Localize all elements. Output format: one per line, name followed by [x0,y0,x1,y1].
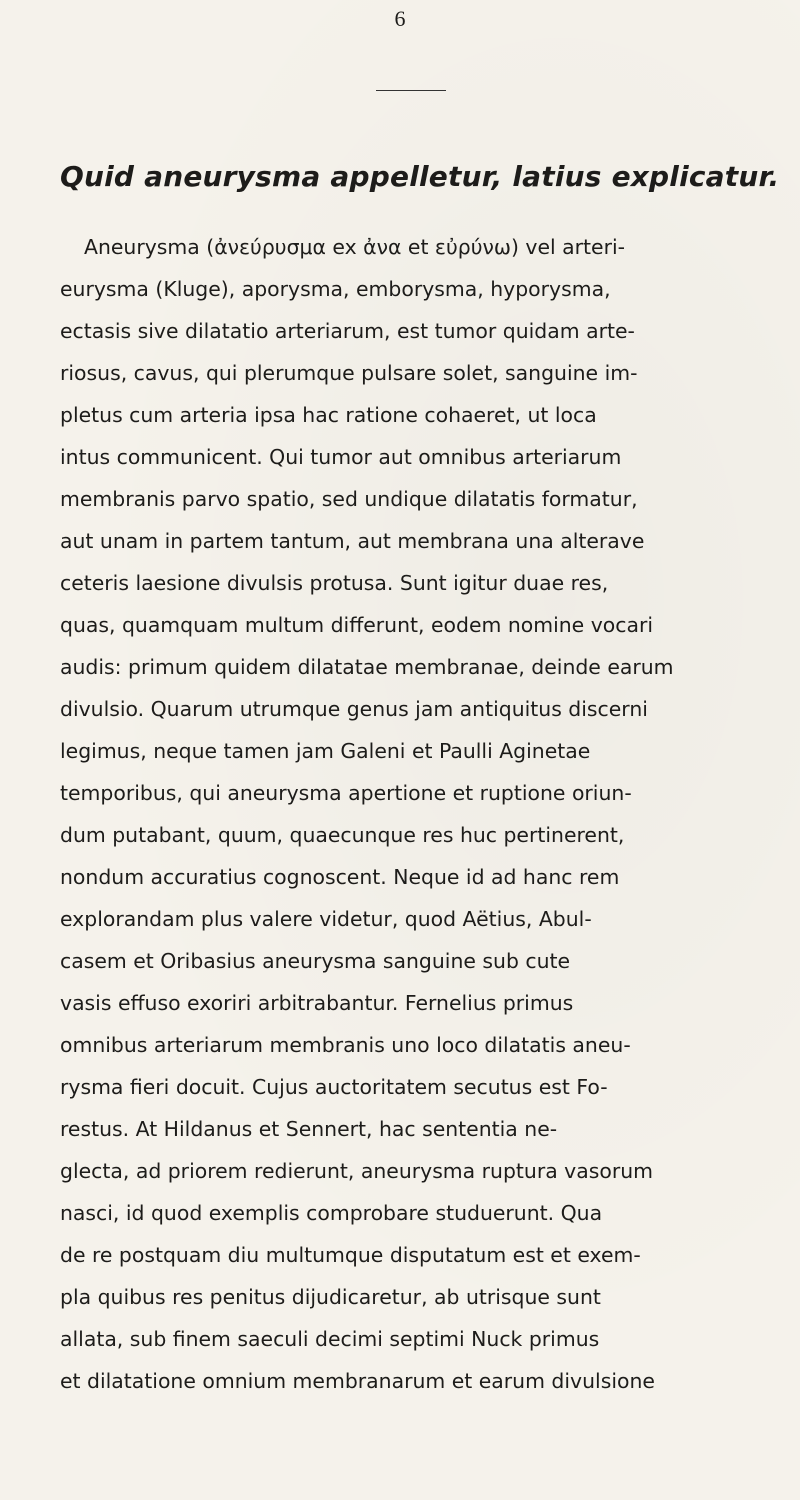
text-line: temporibus, qui aneurysma apertione et ruptione oriun- [60,781,632,805]
text-line: Aneurysma (ἀνεύρυσμα ex ἀνα et εὐρύνω) vel arteri- [84,235,625,259]
text-line: pletus cum arteria ipsa hac ratione cohaeret, ut loca [60,403,597,427]
text-line: allata, sub finem saeculi decimi septimi Nuck primus [60,1327,600,1351]
text-line: divulsio. Quarum utrumque genus jam antiquitus discerni [60,697,648,721]
text-line: dum putabant, quum, quaecunque res huc pertinerent, [60,823,625,847]
text-line: de re postquam diu multumque disputatum est et exem- [60,1243,641,1267]
text-line: omnibus arteriarum membranis uno loco dilatatis aneu- [60,1033,631,1057]
text-line: nondum accuratius cognoscent. Neque id ad hanc rem [60,865,620,889]
text-line: membranis parvo spatio, sed undique dilatatis formatur, [60,487,638,511]
text-line: intus communicent. Qui tumor aut omnibus arteriarum [60,445,622,469]
text-line: vasis effuso exoriri arbitrabantur. Fernelius primus [60,991,574,1015]
text-line: legimus, neque tamen jam Galeni et Paulli Aginetae [60,739,591,763]
text-line: aut unam in partem tantum, aut membrana una alterave [60,529,645,553]
text-line: ectasis sive dilatatio arteriarum, est tumor quidam arte- [60,319,635,343]
text-line: rysma fieri docuit. Cujus auctoritatem secutus est Fo- [60,1075,608,1099]
text-line: ceteris laesione divulsis protusa. Sunt igitur duae res, [60,571,609,595]
text-line: casem et Oribasius aneurysma sanguine sub cute [60,949,571,973]
text-line: glecta, ad priorem redierunt, aneurysma ruptura vasorum [60,1159,654,1183]
text-line: riosus, cavus, qui plerumque pulsare solet, sanguine im- [60,361,638,385]
text-line: restus. At Hildanus et Sennert, hac sententia ne- [60,1117,558,1141]
text-line: et dilatatione omnium membranarum et earum divulsione [60,1369,655,1393]
body-paragraph [60,226,790,1402]
text-line: audis: primum quidem dilatatae membranae, deinde earum [60,655,674,679]
page-number: 6 [394,6,406,31]
text-line: nasci, id quod exemplis comprobare studuerunt. Qua [60,1201,603,1225]
text-line: pla quibus res penitus dijudicaretur, ab utrisque sunt [60,1285,601,1309]
section-heading: Quid aneurysma appelletur, latius explicatur. [60,160,780,193]
text-line: explorandam plus valere videtur, quod Aëtius, Abul- [60,907,592,931]
text-line: quas, quamquam multum differunt, eodem nomine vocari [60,613,654,637]
text-line: eurysma (Kluge), aporysma, emborysma, hyporysma, [60,277,611,301]
page-number-rule [376,90,446,91]
